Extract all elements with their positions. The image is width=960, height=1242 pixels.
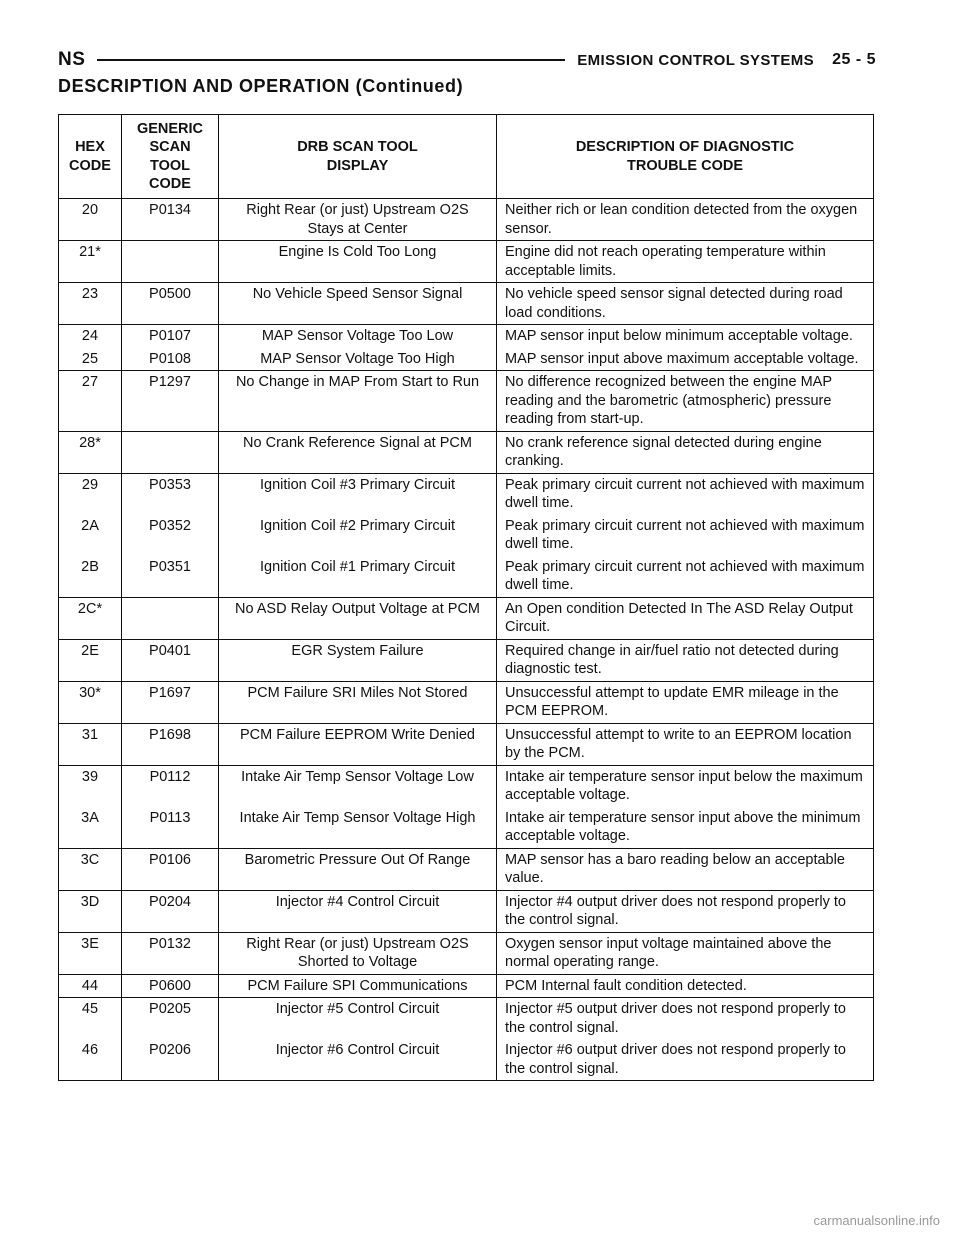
cell-drb-display: PCM Failure EEPROM Write Denied xyxy=(219,724,497,765)
table-row xyxy=(59,891,873,933)
cell-drb-display: Injector #4 Control Circuit xyxy=(219,891,497,932)
table-row xyxy=(59,371,873,432)
col-header-generic: GENERIC SCAN TOOL CODE xyxy=(122,115,219,198)
cell-description: An Open condition Detected In The ASD Relay Output Circuit. xyxy=(505,600,853,635)
cell-hex: 39 xyxy=(59,766,122,807)
cell-drb-display: No ASD Relay Output Voltage at PCM xyxy=(219,598,497,639)
cell-generic-code: P0108 xyxy=(122,348,219,371)
table-row xyxy=(59,598,873,640)
cell-description: Peak primary circuit current not achieved with maximum dwell time. xyxy=(505,476,865,511)
table-body xyxy=(59,199,873,1080)
cell-hex: 21* xyxy=(59,241,122,282)
cell-description: Intake air temperature sensor input below the maximum acceptable voltage. xyxy=(505,768,863,803)
header-rule xyxy=(97,59,565,61)
page-number: 25 - 5 xyxy=(832,51,876,68)
cell-drb-display: Injector #5 Control Circuit xyxy=(219,998,497,1039)
cell-description: MAP sensor input above maximum acceptable voltage. xyxy=(505,350,859,367)
table-row xyxy=(59,807,873,849)
table-row xyxy=(59,640,873,682)
cell-hex: 27 xyxy=(59,371,122,431)
cell-hex: 45 xyxy=(59,998,122,1039)
cell-drb-display: Intake Air Temp Sensor Voltage Low xyxy=(219,766,497,807)
cell-hex: 31 xyxy=(59,724,122,765)
cell-hex: 25 xyxy=(59,348,122,371)
dtc-table xyxy=(58,114,874,1081)
cell-description: Intake air temperature sensor input above the minimum acceptable voltage. xyxy=(505,809,861,844)
cell-description: Neither rich or lean condition detected from the oxygen sensor. xyxy=(505,202,858,237)
cell-description: No difference recognized between the engine MAP reading and the barometric (atmospheric) pressure reading from start-up. xyxy=(505,374,832,427)
cell-description: Peak primary circuit current not achieved with maximum dwell time. xyxy=(505,558,865,593)
table-row xyxy=(59,432,873,474)
cell-description: Peak primary circuit current not achieved with maximum dwell time. xyxy=(505,517,865,552)
cell-hex: 20 xyxy=(59,199,122,240)
cell-drb-display: No Vehicle Speed Sensor Signal xyxy=(219,283,497,324)
cell-drb-display: No Change in MAP From Start to Run xyxy=(219,371,497,431)
cell-drb-display: MAP Sensor Voltage Too High xyxy=(219,348,497,371)
cell-generic-code: P0206 xyxy=(122,1039,219,1080)
cell-generic-code: P0106 xyxy=(122,849,219,890)
table-row xyxy=(59,849,873,891)
cell-generic-code: P0352 xyxy=(122,515,219,556)
cell-description: MAP sensor input below minimum acceptable voltage. xyxy=(505,328,853,344)
cell-generic-code: P0134 xyxy=(122,199,219,240)
table-row xyxy=(59,241,873,283)
cell-description: Unsuccessful attempt to update EMR mileage in the PCM EEPROM. xyxy=(505,684,839,719)
cell-generic-code xyxy=(122,432,219,473)
cell-hex: 46 xyxy=(59,1039,122,1080)
col-header-hex: HEX CODE xyxy=(59,115,122,198)
cell-generic-code: P1697 xyxy=(122,682,219,723)
cell-drb-display: EGR System Failure xyxy=(219,640,497,681)
cell-description: Injector #4 output driver does not respond properly to the control signal. xyxy=(505,893,846,928)
watermark: carmanualsonline.info xyxy=(813,1213,940,1228)
cell-drb-display: PCM Failure SRI Miles Not Stored xyxy=(219,682,497,723)
table-row xyxy=(59,998,873,1039)
cell-drb-display: Ignition Coil #3 Primary Circuit xyxy=(219,474,497,515)
table-row xyxy=(59,283,873,325)
cell-hex: 2B xyxy=(59,556,122,597)
cell-description: Injector #6 output driver does not respond properly to the control signal. xyxy=(505,1042,846,1077)
cell-hex: 29 xyxy=(59,474,122,515)
vehicle-code: NS xyxy=(58,49,86,70)
table-row xyxy=(59,474,873,515)
cell-generic-code: P0401 xyxy=(122,640,219,681)
cell-generic-code: P0113 xyxy=(122,807,219,848)
cell-description: Required change in air/fuel ratio not detected during diagnostic test. xyxy=(505,642,839,677)
cell-drb-display: Engine Is Cold Too Long xyxy=(219,241,497,282)
table-row xyxy=(59,325,873,348)
table-row xyxy=(59,348,873,372)
cell-generic-code: P0132 xyxy=(122,933,219,974)
cell-generic-code xyxy=(122,241,219,282)
cell-generic-code: P0351 xyxy=(122,556,219,597)
cell-description: Oxygen sensor input voltage maintained above the normal operating range. xyxy=(505,935,832,970)
cell-generic-code: P0204 xyxy=(122,891,219,932)
table-header-row xyxy=(59,115,873,199)
section-title: DESCRIPTION AND OPERATION (Continued) xyxy=(58,76,464,96)
table-row xyxy=(59,766,873,807)
cell-drb-display: Intake Air Temp Sensor Voltage High xyxy=(219,807,497,848)
cell-generic-code: P1297 xyxy=(122,371,219,431)
cell-generic-code: P0500 xyxy=(122,283,219,324)
table-row xyxy=(59,1039,873,1080)
cell-description: No vehicle speed sensor signal detected during road load conditions. xyxy=(505,286,843,321)
table-row xyxy=(59,515,873,556)
table-row xyxy=(59,556,873,598)
cell-drb-display: MAP Sensor Voltage Too Low xyxy=(219,325,497,348)
cell-hex: 2A xyxy=(59,515,122,556)
cell-drb-display: Right Rear (or just) Upstream O2S Shorted to Voltage xyxy=(219,933,497,974)
cell-description: Unsuccessful attempt to write to an EEPROM location by the PCM. xyxy=(505,726,852,761)
cell-drb-display: Ignition Coil #1 Primary Circuit xyxy=(219,556,497,597)
cell-generic-code: P0107 xyxy=(122,325,219,348)
cell-hex: 23 xyxy=(59,283,122,324)
cell-hex: 3E xyxy=(59,933,122,974)
cell-drb-display: Ignition Coil #2 Primary Circuit xyxy=(219,515,497,556)
table-row xyxy=(59,975,873,999)
cell-hex: 3D xyxy=(59,891,122,932)
cell-drb-display: Injector #6 Control Circuit xyxy=(219,1039,497,1080)
cell-generic-code: P1698 xyxy=(122,724,219,765)
cell-hex: 2C* xyxy=(59,598,122,639)
table-row xyxy=(59,682,873,724)
cell-drb-display: Right Rear (or just) Upstream O2S Stays at Center xyxy=(219,199,497,240)
cell-description: Engine did not reach operating temperature within acceptable limits. xyxy=(505,244,826,279)
cell-drb-display: No Crank Reference Signal at PCM xyxy=(219,432,497,473)
cell-hex: 2E xyxy=(59,640,122,681)
cell-description: MAP sensor has a baro reading below an acceptable value. xyxy=(505,851,845,886)
cell-hex: 28* xyxy=(59,432,122,473)
cell-description: PCM Internal fault condition detected. xyxy=(505,977,747,994)
cell-generic-code: P0205 xyxy=(122,998,219,1039)
cell-hex: 44 xyxy=(59,975,122,998)
cell-hex: 24 xyxy=(59,325,122,348)
cell-hex: 3A xyxy=(59,807,122,848)
cell-hex: 30* xyxy=(59,682,122,723)
chapter-title: EMISSION CONTROL SYSTEMS xyxy=(577,51,815,69)
cell-generic-code: P0600 xyxy=(122,975,219,998)
cell-drb-display: Barometric Pressure Out Of Range xyxy=(219,849,497,890)
table-row xyxy=(59,199,873,241)
col-header-desc: DESCRIPTION OF DIAGNOSTIC TROUBLE CODE xyxy=(575,139,795,174)
cell-generic-code xyxy=(122,598,219,639)
cell-drb-display: PCM Failure SPI Communications xyxy=(219,975,497,998)
cell-hex: 3C xyxy=(59,849,122,890)
cell-description: No crank reference signal detected during engine cranking. xyxy=(505,434,822,469)
page-header xyxy=(58,44,876,76)
table-row xyxy=(59,933,873,975)
cell-description: Injector #5 output driver does not respond properly to the control signal. xyxy=(505,1001,846,1036)
col-header-drb: DRB SCAN TOOL DISPLAY xyxy=(219,115,497,198)
cell-generic-code: P0112 xyxy=(122,766,219,807)
table-row xyxy=(59,724,873,766)
cell-generic-code: P0353 xyxy=(122,474,219,515)
